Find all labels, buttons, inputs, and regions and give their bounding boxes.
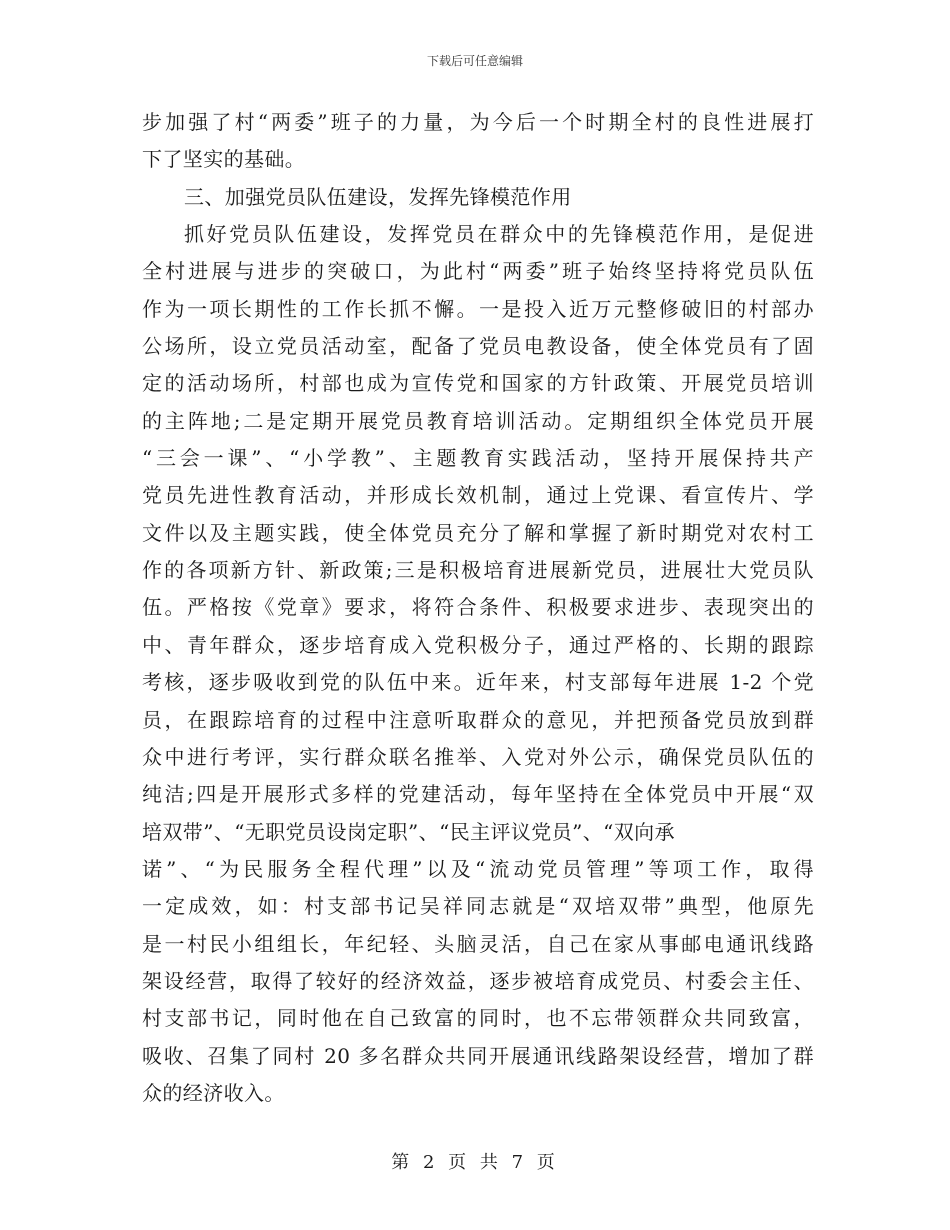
text-line: 全村进展与进步的突破口，为此村“两委”班子始终坚持将党员队伍 xyxy=(142,259,814,284)
text-line: 吸收、召集了同村 20 多名群众共同开展通讯线路架设经营，增加了群 xyxy=(142,1043,814,1068)
text-line: 是一村民小组组长，年纪轻、头脑灵活，自己在家从事邮电通讯线路 xyxy=(142,931,814,956)
text-line: 诺”、“为民服务全程代理”以及“流动党员管理”等项工作，取得 xyxy=(142,856,814,881)
text-line: 党员先进性教育活动，并形成长效机制，通过上党课、看宣传片、学 xyxy=(142,483,814,508)
text-line: 纯洁;四是开展形式多样的党建活动，每年坚持在全体党员中开展“双 xyxy=(142,782,814,807)
text-line: 众中进行考评，实行群众联名推举、入党对外公示，确保党员队伍的 xyxy=(142,744,814,769)
text-line: 培双带”、“无职党员设岗定职”、“民主评议党员”、“双向承 xyxy=(142,819,675,844)
text-line: 作的各项新方针、新政策;三是积极培育进展新党员，进展壮大党员队 xyxy=(142,558,814,583)
text-line: 定的活动场所，村部也成为宣传党和国家的方针政策、开展党员培训 xyxy=(142,371,814,396)
text-line: “三会一课”、“小学教”、主题教育实践活动，坚持开展保持共产 xyxy=(142,446,814,471)
text-line: 作为一项长期性的工作长抓不懈。一是投入近万元整修破旧的村部办 xyxy=(142,296,814,321)
text-line: 步加强了村“两委”班子的力量，为今后一个时期全村的良性进展打 xyxy=(142,110,814,134)
text-line: 下了坚实的基础。 xyxy=(142,147,306,172)
text-line: 一定成效，如：村支部书记吴祥同志就是“双培双带”典型，他原先 xyxy=(142,894,814,919)
body-text xyxy=(142,104,814,1112)
text-line: 村支部书记，同时他在自己致富的同时，也不忘带领群众共同致富， xyxy=(142,1006,814,1031)
text-line: 员，在跟踪培育的过程中注意听取群众的意见，并把预备党员放到群 xyxy=(142,707,814,732)
text-line: 三、加强党员队伍建设，发挥先锋模范作用 xyxy=(184,184,572,209)
text-line: 伍。严格按《党章》要求，将符合条件、积极要求进步、表现突出的 xyxy=(142,595,814,620)
text-line: 的主阵地;二是定期开展党员教育培训活动。定期组织全体党员开展 xyxy=(142,408,814,433)
text-line: 考核，逐步吸收到党的队伍中来。近年来，村支部每年进展 1-2 个党 xyxy=(142,670,814,695)
page-footer: 第 2 页 共 7 页 xyxy=(391,1152,559,1173)
text-line: 公场所，设立党员活动室，配备了党员电教设备，使全体党员有了固 xyxy=(142,334,814,359)
text-line: 架设经营，取得了较好的经济效益，逐步被培育成党员、村委会主任、 xyxy=(142,968,814,993)
text-line: 文件以及主题实践，使全体党员充分了解和掌握了新时期党对农村工 xyxy=(142,520,814,545)
text-line: 抓好党员队伍建设，发挥党员在群众中的先锋模范作用，是促进 xyxy=(184,222,814,247)
page-header: 下载后可任意编辑 xyxy=(426,54,523,68)
text-line: 中、青年群众，逐步培育成入党积极分子，通过严格的、长期的跟踪 xyxy=(142,632,814,657)
text-line: 众的经济收入。 xyxy=(142,1080,285,1105)
